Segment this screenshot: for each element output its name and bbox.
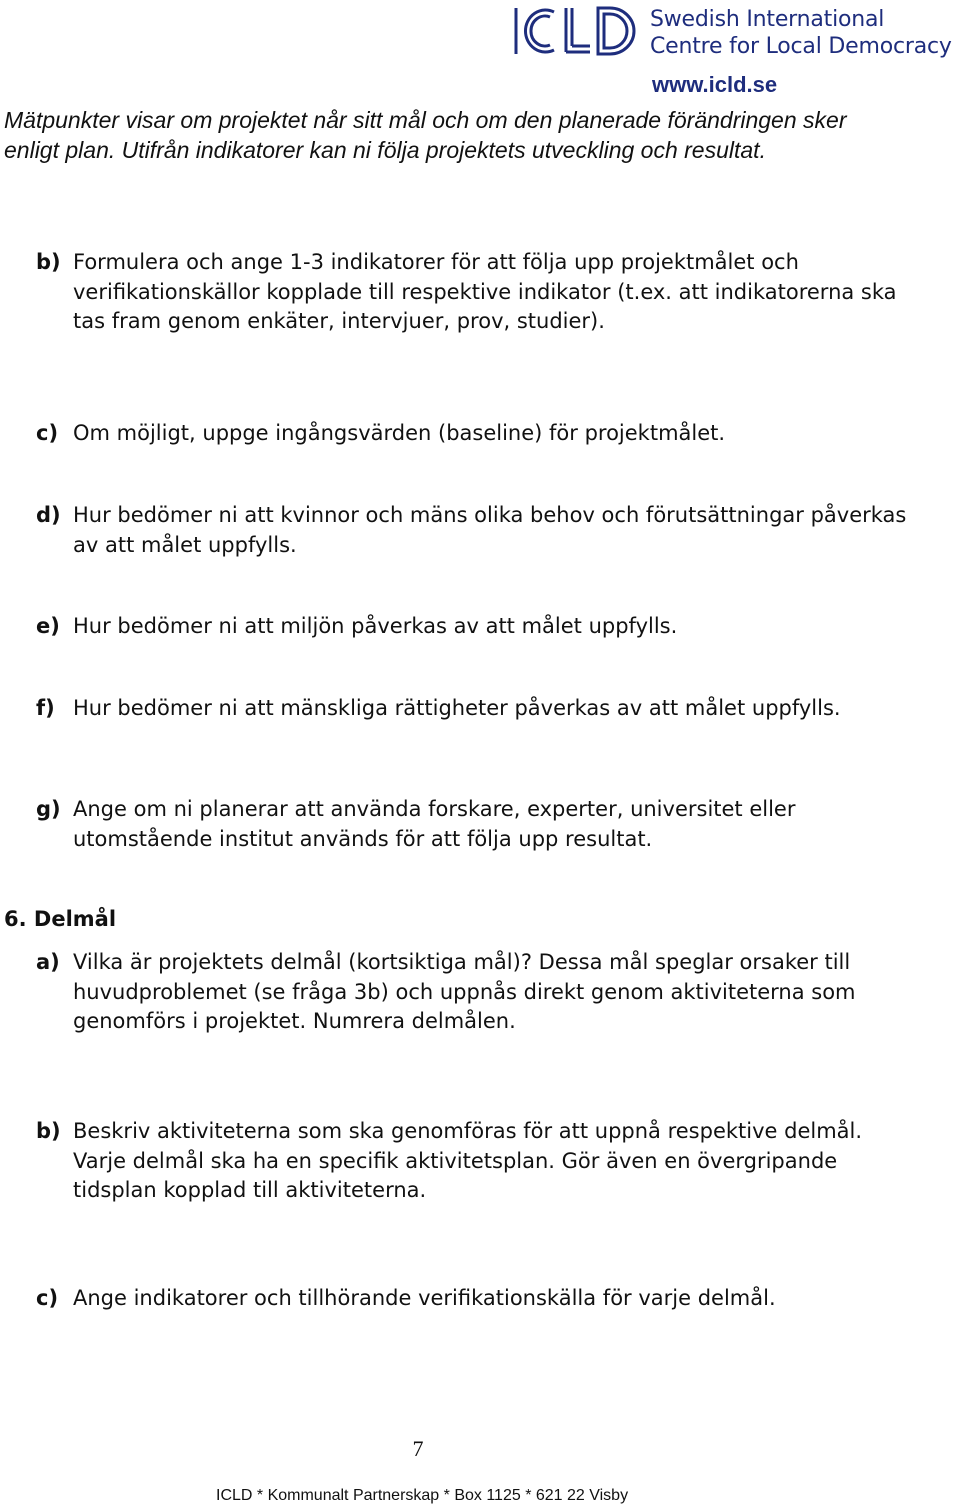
question-text: Vilka är projektets delmål (kortsiktiga mål)? Dessa mål speglar orsaker till huvudproblemet (se fråga 3b) och uppnås direkt genom aktiviteterna som genomförs i projektet. Numrera delmålen. xyxy=(73,950,856,1033)
intro-paragraph: Mätpunkter visar om projektet når sitt mål och om den planerade förändringen sker enligt plan. Utifrån indikatorer kan ni följa projektets utveckling och resultat. xyxy=(4,107,847,163)
question-item-d xyxy=(36,501,916,560)
question-text: Hur bedömer ni att kvinnor och mäns olika behov och förutsättningar påverkas av att målet uppfylls. xyxy=(73,503,907,557)
org-name-line1: Swedish International xyxy=(650,7,885,32)
question-item-b xyxy=(36,248,916,337)
question-item-c xyxy=(36,419,916,449)
question-text: Ange indikatorer och tillhörande verifikationskälla för varje delmål. xyxy=(73,1286,776,1310)
question-text: Hur bedömer ni att mänskliga rättigheter påverkas av att målet uppfylls. xyxy=(73,696,841,720)
question-letter: c) xyxy=(36,421,59,445)
question-text: Om möjligt, uppge ingångsvärden (baseline) för projektmålet. xyxy=(73,421,726,445)
question-letter: b) xyxy=(36,250,61,274)
question-text: Ange om ni planerar att använda forskare, experter, universitet eller utomstående institut används för att följa upp resultat. xyxy=(73,797,796,851)
section-heading: 6. Delmål xyxy=(4,907,117,931)
question-letter: g) xyxy=(36,797,61,821)
delmal-item-a xyxy=(36,948,916,1037)
question-text: Formulera och ange 1-3 indikatorer för att följa upp projektmålet och verifikationskällor kopplade till respektive indikator (t.ex. att indikatorerna ska tas fram genom enkäter, intervjuer, prov, studier). xyxy=(73,250,897,333)
icld-logo-mark xyxy=(510,4,640,58)
question-letter: d) xyxy=(36,503,61,527)
page-number: 7 xyxy=(412,1436,424,1461)
question-letter: f) xyxy=(36,696,55,720)
question-letter: e) xyxy=(36,614,60,638)
website-link[interactable]: www.icld.se xyxy=(652,72,778,97)
question-letter: c) xyxy=(36,1286,59,1310)
delmal-item-c xyxy=(36,1284,916,1314)
question-text: Hur bedömer ni att miljön påverkas av att målet uppfylls. xyxy=(73,614,678,638)
question-item-g xyxy=(36,795,916,854)
delmal-item-b xyxy=(36,1117,916,1206)
org-name-line2: Centre for Local Democracy xyxy=(650,34,952,59)
question-letter: b) xyxy=(36,1119,61,1143)
icld-logo xyxy=(510,4,960,58)
question-text: Beskriv aktiviteterna som ska genomföras för att uppnå respektive delmål. Varje delmål ska ha en specifik aktivitetsplan. Gör även en övergripande tidsplan kopplad till aktiviteterna. xyxy=(73,1119,863,1202)
question-item-e xyxy=(36,612,916,642)
question-letter: a) xyxy=(36,950,60,974)
org-name xyxy=(650,6,952,60)
question-item-f xyxy=(36,694,916,724)
page-footer: ICLD * Kommunalt Partnerskap * Box 1125 * 621 22 Visby xyxy=(216,1487,629,1504)
